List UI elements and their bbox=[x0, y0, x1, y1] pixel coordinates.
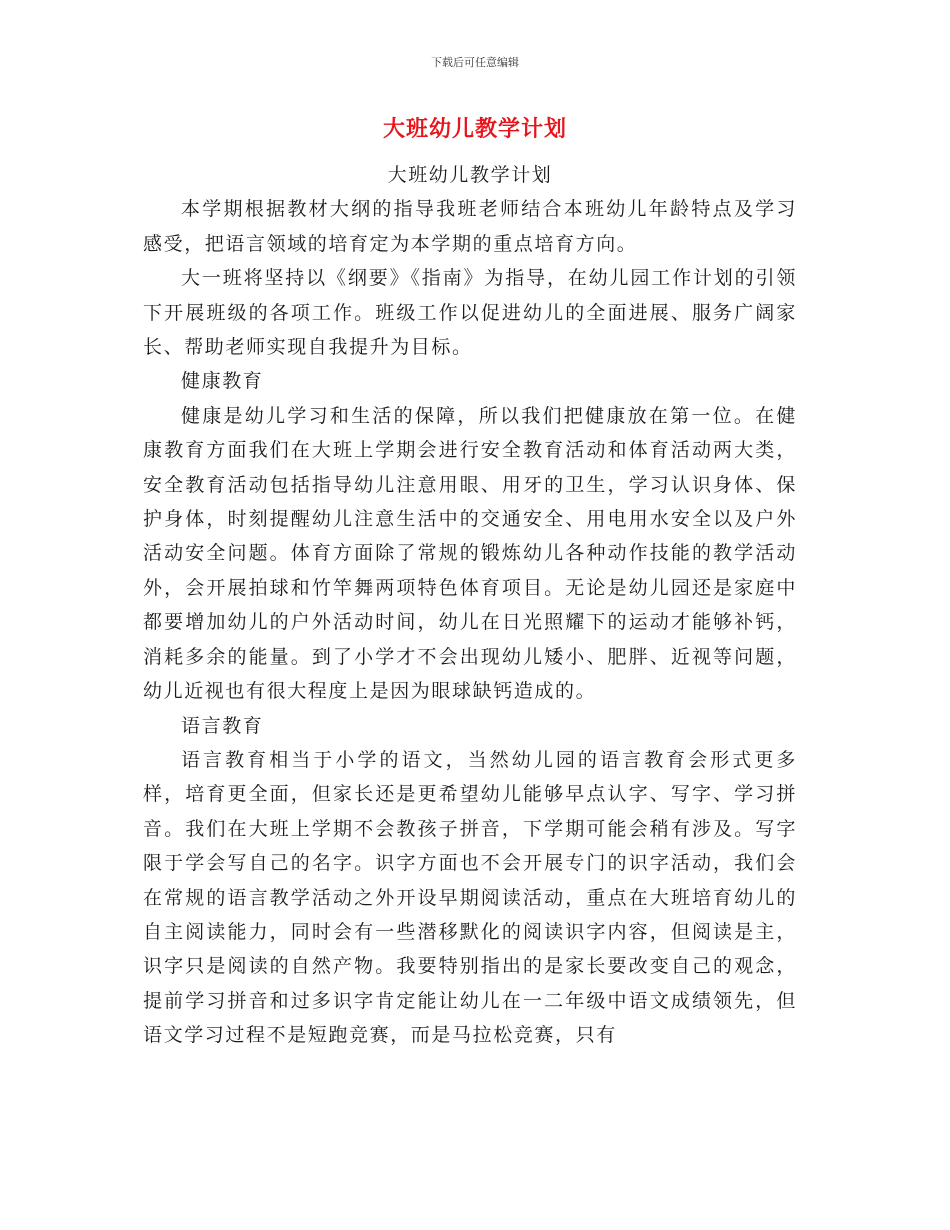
section-heading-health: 健康教育 bbox=[181, 370, 264, 393]
section-heading-language: 语言教育 bbox=[181, 714, 264, 737]
document-title: 大班幼儿教学计划 bbox=[382, 117, 567, 142]
section-body-health: 健康是幼儿学习和生活的保障，所以我们把健康放在第一位。在健康教育方面我们在大班上学期会进行安全教育活动和体育活动两大类，安全教育活动包括指导幼儿注意用眼、用牙的卫生，学习认识身体、保护身体，时刻提醒幼儿注意生活中的交通安全、用电用水安全以及户外活动安全问题。体育方面除了常规的锻炼幼儿各种动作技能的教学活动外，会开展拍球和竹竿舞两项特色体育项目。无论是幼儿园还是家庭中都要增加幼儿的户外活动时间，幼儿在日光照耀下的运动才能够补钙，消耗多余的能量。到了小学才不会出现幼儿矮小、肥胖、近视等问题，幼儿近视也有很大程度上是因为眼球缺钙造成的。 bbox=[143, 404, 797, 703]
section-body-language: 语言教育相当于小学的语文，当然幼儿园的语言教育会形式更多样，培育更全面，但家长还是更希望幼儿能够早点认字、写字、学习拼音。我们在大班上学期不会教孩子拼音，下学期可能会稍有涉及。写字限于学会写自己的名字。识字方面也不会开展专门的识字活动，我们会在常规的语言教学活动之外开设早期阅读活动，重点在大班培育幼儿的自主阅读能力，同时会有一些潜移默化的阅读识字内容，但阅读是主，识字只是阅读的自然产物。我要特别指出的是家长要改变自己的观念，提前学习拼音和过多识字肯定能让幼儿在一二年级中语文成绩领先，但语文学习过程不是短跑竞赛，而是马拉松竞赛，只有 bbox=[143, 748, 797, 1047]
header-note: 下载后可任意编辑 bbox=[431, 56, 519, 69]
document-body bbox=[143, 158, 797, 1053]
document-subtitle: 大班幼儿教学计划 bbox=[387, 164, 553, 186]
intro-paragraph: 大一班将坚持以《纲要》《指南》为指导，在幼儿园工作计划的引领下开展班级的各项工作。班级工作以促进幼儿的全面进展、服务广阔家长、帮助老师实现自我提升为目标。 bbox=[143, 267, 797, 359]
intro-paragraph: 本学期根据教材大纲的指导我班老师结合本班幼儿年龄特点及学习感受，把语言领域的培育定为本学期的重点培育方向。 bbox=[143, 198, 797, 255]
